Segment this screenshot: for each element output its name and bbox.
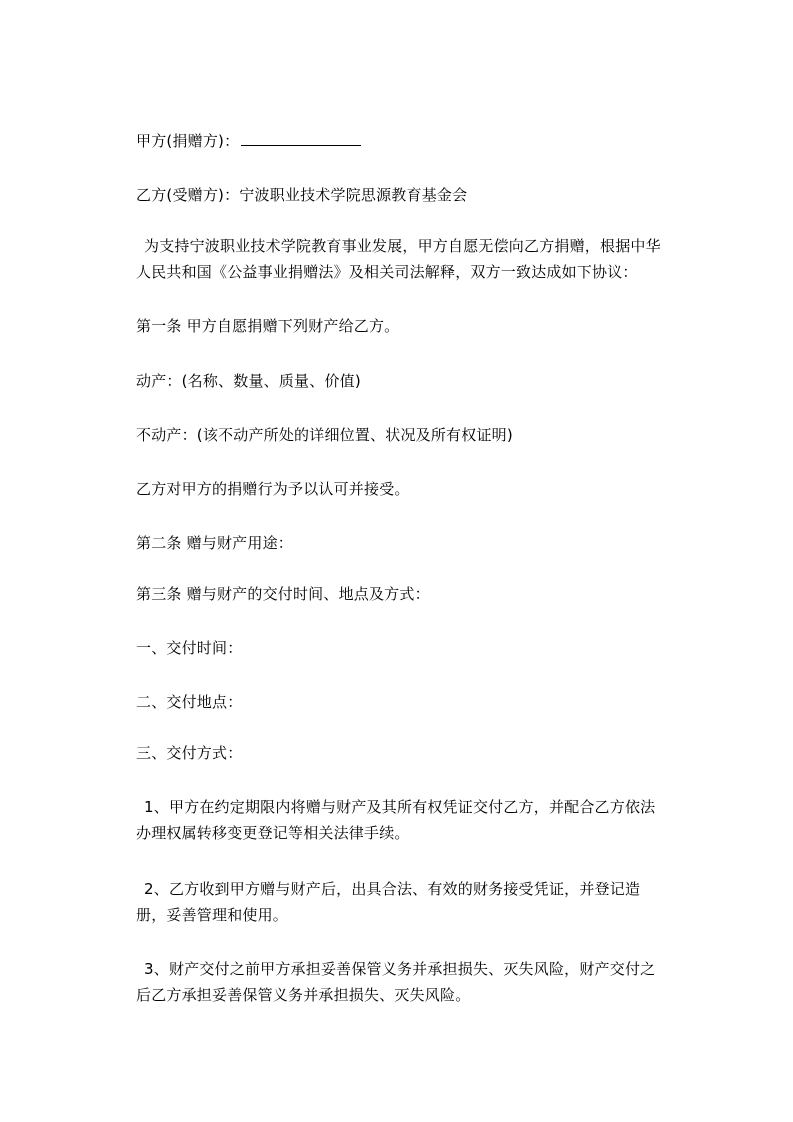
clause-3 [136,956,664,1008]
immovable-property: 不动产：(该不动产所处的详细位置、状况及所有权证明) [136,426,513,444]
article-2: 第二条 赠与财产用途： [136,534,293,552]
party-b-line: 乙方(受赠方)：宁波职业技术学院思源教育基金会 [136,186,468,204]
article-1: 第一条 甲方自愿捐赠下列财产给乙方。 [136,317,400,335]
clause-2 [136,876,664,928]
intro-paragraph [136,233,664,285]
party-a-label: 甲方(捐赠方)： [136,132,240,150]
party-a-line [136,131,361,151]
delivery-location: 二、交付地点： [136,693,243,711]
party-a-blank [241,131,361,146]
acceptance-statement: 乙方对甲方的捐赠行为予以认可并接受。 [136,480,410,498]
clause-1-text: 1、甲方在约定期限内将赠与财产及其所有权凭证交付乙方，并配合乙方依法办理权属转移变更登记等相关法律手续。 [136,798,656,842]
clause-3-text: 3、财产交付之前甲方承担妥善保管义务并承担损失、灭失风险，财产交付之后乙方承担妥善保管义务并承担损失、灭失风险。 [136,960,656,1004]
intro-text: 为支持宁波职业技术学院教育事业发展，甲方自愿无偿向乙方捐赠，根据中华人民共和国《公益事业捐赠法》及相关司法解释，双方一致达成如下协议： [136,237,661,281]
movable-property: 动产：(名称、数量、质量、价值) [136,372,361,390]
article-3: 第三条 赠与财产的交付时间、地点及方式： [136,585,430,603]
delivery-method: 三、交付方式： [136,744,243,762]
clause-2-text: 2、乙方收到甲方赠与财产后，出具合法、有效的财务接受凭证，并登记造册，妥善管理和使用。 [136,880,641,924]
clause-1 [136,794,664,846]
delivery-time: 一、交付时间： [136,639,243,657]
